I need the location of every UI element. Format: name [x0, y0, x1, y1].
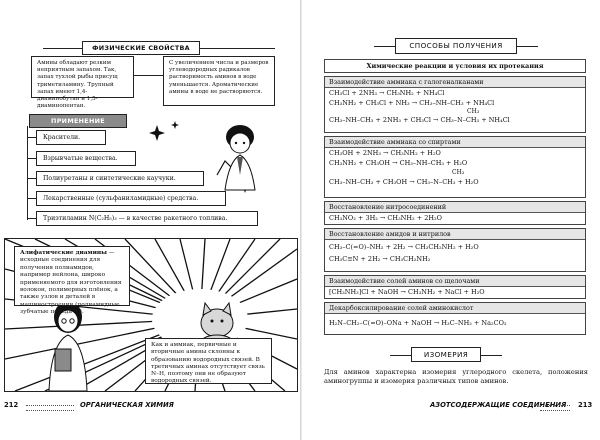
properties-left-box: Амины обладают резким неприятным запахом. Так, запах тухлой рыбы присущ триметиламину. Трупный запах имеют 1,4-диаминобутан и 1,5-диаминопентан.: [31, 56, 134, 98]
properties-right-box: С увеличением числа и размеров углеводородных радикалов растворимость аминов в воде уменьшается. Ароматические амины в воде не растворяются.: [163, 56, 275, 106]
diamines-box: [14, 246, 130, 316]
left-page-number: 212: [4, 401, 19, 409]
app-connector: [27, 178, 36, 179]
app-connector: [27, 198, 36, 199]
section-amine-salts: [324, 275, 586, 299]
equation: [CH₃NH₃]Cl + NaOH → CH₃NH₂ + NaCl + H₂O: [329, 288, 485, 296]
methods-header: СПОСОБЫ ПОЛУЧЕНИЯ: [395, 38, 517, 54]
section-amide-reduction: [324, 228, 586, 272]
section-nitro-reduction: [324, 201, 586, 225]
equation: CH₃NO₂ + 3H₂ → CH₃NH₂ + 2H₂O: [329, 214, 442, 222]
section-title: Взаимодействие аммиака со спиртами: [325, 137, 585, 148]
applications-spine: [27, 126, 28, 220]
section-alcohols: [324, 136, 586, 198]
section-title: Взаимодействие аммиака с галогеналканами: [325, 77, 585, 88]
app-connector: [27, 137, 36, 138]
equation: CH₃NH₂ + CH₃Cl + NH₃ → CH₃–NH–CH₃ + NH₄Cl: [329, 99, 495, 107]
equation: CH₃NH₂ + CH₃OH → CH₃–NH–CH₃ + H₂O: [329, 159, 468, 167]
section-decarboxylation: [324, 302, 586, 335]
application-item: Взрывчатые вещества.: [36, 151, 136, 166]
right-footer-rule: [540, 405, 570, 411]
applications-tag: ПРИМЕНЕНИЕ: [29, 114, 127, 128]
diamines-title: Алифатические диамины: [20, 250, 107, 256]
isomerism-text: Для аминов характерна изомерия углеродного скелета, положения аминогруппы и изомерия различных типов аминов.: [324, 368, 588, 385]
section-title: Восстановление амидов и нитрилов: [325, 229, 585, 240]
methods-table-header: [324, 59, 586, 73]
left-footer-title: ОРГАНИЧЕСКАЯ ХИМИЯ: [80, 401, 174, 409]
character-illustration: [145, 115, 275, 195]
right-footer-title: АЗОТСОДЕРЖАЩИЕ СОЕДИНЕНИЯ: [430, 401, 567, 409]
equation: CH₃–NH–CH₃ + CH₃OH → CH₃–N–CH₃ + H₂O: [329, 178, 479, 186]
equation: CH₃–NH–CH₃ + 2NH₃ + CH₃Cl → CH₃–N–CH₃ + NH₄Cl: [329, 116, 510, 124]
equation-branch: CH₃: [467, 108, 480, 115]
section-title: Декарбоксилирование солей аминокислот: [325, 303, 585, 314]
table-header-text: Химические реакции и условия их протекания: [366, 62, 544, 70]
equation-branch: CH₃: [452, 169, 465, 176]
right-page-number: 213: [578, 401, 593, 409]
application-item: Красители.: [36, 130, 106, 145]
section-title: Взаимодействие солей аминов со щелочами: [325, 276, 585, 287]
app-connector: [27, 158, 36, 159]
equation: CH₃Cl + 2NH₃ → CH₃NH₂ + NH₄Cl: [329, 89, 445, 97]
isomerism-header: ИЗОМЕРИЯ: [411, 347, 481, 362]
equation: CH₃–C(=O)–NH₂ + 2H₂ → CH₃CH₂NH₂ + H₂O: [329, 243, 479, 251]
section-halogenalkanes: [324, 76, 586, 133]
left-footer-rule: [26, 405, 74, 411]
hydrogen-bond-box: Как и аммиак, первичные и вторичные амины склонны к образованию водородных связей. В третичных аминах отсутствует связь N–H, поэтому они не образуют водородных связей.: [145, 338, 272, 384]
application-item: Полиуретаны и синтетические каучуки.: [36, 171, 204, 186]
application-item: Лекарственные (сульфаниламидные) средства.: [36, 191, 226, 206]
equation: CH₃OH + 2NH₃ → CH₃NH₂ + H₂O: [329, 149, 441, 157]
application-item: Триэтиламин N(C₂H₅)₃ — в качестве ракетного топлива.: [36, 211, 258, 226]
properties-tag: ФИЗИЧЕСКИЕ СВОЙСТВА: [82, 41, 200, 55]
section-title: Восстановление нитросоединений: [325, 202, 585, 213]
equation: H₂N–CH₂–C(=O)–ONa + NaOH → H₃C–NH₂ + Na₂CO₃: [329, 319, 507, 327]
app-connector: [27, 218, 36, 219]
diamines-text: — исходные соединения для получения полиамидов, например нейлона, широко применяемого для изготовления волокон, полимерных плёнок, а также узлов и деталей в машиностроении (полиамидные зубчатые передачи).: [20, 250, 122, 316]
properties-link: [134, 75, 163, 76]
equation: CH₃C≡N + 2H₂ → CH₃CH₂NH₂: [329, 255, 431, 263]
